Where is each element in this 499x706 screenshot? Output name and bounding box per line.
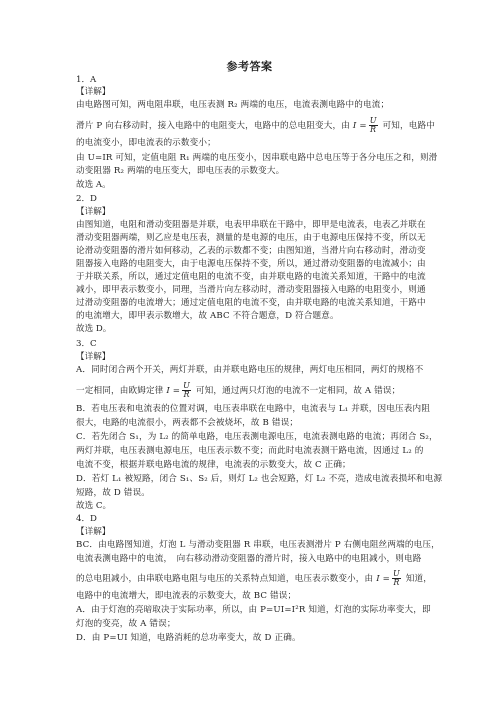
- q3-detail-heading: 【详解】: [76, 352, 111, 362]
- q1-line: 动变阻器 R₂ 两端的电压变大，即电压表的示数变大。: [76, 166, 285, 176]
- q3-line: A．同时闭合两个开关，两灯并联，由并联电路电压的规律，两灯电压相同，两灯的规格不: [76, 365, 424, 375]
- q4-line: 灯泡的变亮，故 A 错误；: [76, 619, 176, 629]
- q3-line: B．若电压表和电流表的位置对调，电压表串联在电路中，电流表与 L₁ 并联，因电压表内阻: [76, 404, 430, 414]
- q1-line: [76, 116, 435, 134]
- q1-text: 可知，电路中: [382, 121, 435, 131]
- q2-line: 减小，即甲表示数变小，同理，当滑片向左移动时，滑动变阻器接入电路的电阻变小，则通: [76, 285, 426, 295]
- q1-answer: 故选 A。: [76, 180, 111, 190]
- q1-line: 的电流变小，即电流表的示数变小；: [76, 138, 216, 148]
- q2-detail-heading: 【详解】: [76, 207, 111, 217]
- q3-number: 3．C: [76, 339, 97, 349]
- q3-line: D．若灯 L₁ 被短路，闭合 S₁、S₂ 后，则灯 L₂ 也会短路，灯 L₂ 不亮，造成电流表损坏和电源: [76, 474, 443, 484]
- q4-line: D．由 P=UI 知道，电路消耗的总功率变大，故 D 正确。: [76, 633, 301, 643]
- q3-line: C．若先闭合 S₁，为 L₂ 的简单电路，电压表测电源电压，电流表测电路的电流；再闭合 S₂，: [76, 432, 438, 442]
- q3-text: 一定相同，由欧姆定律: [76, 386, 164, 396]
- q3-line: 两灯并联，电压表测电源电压，电压表示数不变；而此时电流表测干路电流，因通过 L₂ 的: [76, 446, 424, 456]
- q2-line: 于并联关系，所以，通过定值电阻的电流不变，由并联电路的电流关系知道，干路中的电流: [76, 272, 426, 282]
- q4-line: 电流表测电路中的电流， 向右移动滑动变阻器的滑片时，接入电路中的电阻减小，则电路: [76, 554, 422, 564]
- q2-line: 由图知道，电阻和滑动变阻器是并联，电表甲串联在干路中，即甲是电流表，电表乙并联在: [76, 220, 426, 230]
- q3-line: [76, 382, 424, 399]
- q4-number: 4．D: [76, 514, 97, 524]
- page-title: 参考答案: [226, 60, 273, 73]
- ohm-formula: I = $\frac{U}{R}$: [166, 381, 191, 399]
- q2-line: 滑动变阻器两端，则乙应是电压表，测量的是电源的电压，由于电源电压保持不变，所以无: [76, 233, 426, 243]
- q2-line: 论滑动变阻器的滑片如何移动，乙表的示数都不变；由图知道，当滑片向右移动时，滑动变: [76, 246, 426, 256]
- q4-text: 知道，: [405, 574, 432, 584]
- q1-number: 1．A: [76, 75, 97, 85]
- q1-detail-heading: 【详解】: [76, 87, 111, 97]
- q4-line: BC．由电路图知道，灯泡 L 与滑动变阻器 R 串联，电压表测滑片 P 右侧电阻丝两端的电压，: [76, 540, 440, 550]
- q1-line: 由电路图可知，两电阻串联，电压表测 R₂ 两端的电压，电流表测电路中的电流；: [76, 100, 390, 110]
- q4-text: 的总电阻减小，由串联电路电阻与电压的关系特点知道，电压表示数变小，由: [76, 574, 374, 584]
- q1-text: 滑片 P 向右移动时，接入电路中的电阻变大，电路中的总电阻变大，由: [76, 121, 351, 131]
- q3-line: 电流不变，根据并联电路电流的规律，电流表的示数变大，故 C 正确；: [76, 460, 351, 470]
- ohm-formula: I = $\frac{U}{R}$: [376, 569, 400, 587]
- ohm-formula: I = $\frac{U}{R}$: [352, 116, 377, 134]
- q2-number: 2．D: [76, 194, 97, 204]
- q4-detail-heading: 【详解】: [76, 527, 111, 537]
- q2-line: 过滑动变阻器的电流增大；通过定值电阻的电流不变，由并联电路的电流关系知道，干路中: [76, 298, 426, 308]
- q2-line: 阻器接入电路的电阻变大，由于电源电压保持不变，所以，通过滑动变阻器的电流减小；由: [76, 259, 426, 269]
- q4-line: 电路中的电流增大，即电流表的示数变大，故 BC 错误；: [76, 591, 297, 601]
- q3-text: 可知，通过两只灯泡的电流不一定相同，故 A 错误；: [195, 386, 401, 396]
- q1-line: 由 U=IR 可知，定值电阻 R₁ 两端的电压变小，因串联电路中总电压等于各分电压之和，则滑: [76, 153, 438, 163]
- q2-line: 的电流增大，即甲表示数增大，故 ABC 不符合题意，D 符合题意。: [76, 311, 339, 321]
- q4-line: [76, 569, 432, 587]
- q2-answer: 故选 D。: [76, 324, 112, 334]
- q4-line: A．由于灯泡的亮暗取决于实际功率，所以，由 P=UI=I²R 知道，灯泡的实际功率变大，即: [76, 605, 431, 615]
- q3-line: 很大，电路的电流很小，两表都不会被烧坏，故 B 错误；: [76, 418, 299, 428]
- q3-line: 短路，故 D 错误。: [76, 488, 151, 498]
- q3-answer: 故选 C。: [76, 501, 112, 511]
